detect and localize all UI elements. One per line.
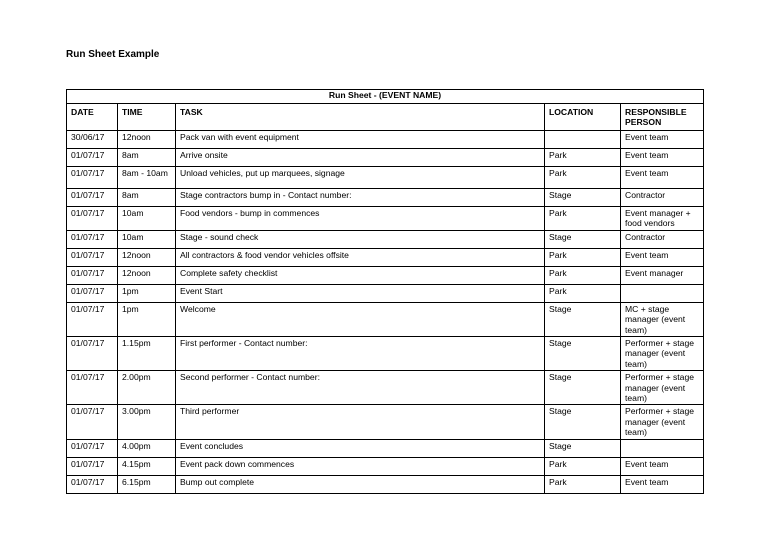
column-header-task: TASK <box>176 104 545 131</box>
task-cell: All contractors & food vendor vehicles offsite <box>176 248 545 266</box>
date-cell: 01/07/17 <box>67 284 118 302</box>
location-cell: Park <box>545 248 621 266</box>
time-cell: 3.00pm <box>118 405 176 439</box>
table-row <box>67 266 704 284</box>
table-row <box>67 405 704 439</box>
column-header-location: LOCATION <box>545 104 621 131</box>
task-cell: Event pack down commences <box>176 457 545 475</box>
location-cell: Stage <box>545 189 621 207</box>
date-cell: 01/07/17 <box>67 405 118 439</box>
location-cell: Stage <box>545 371 621 405</box>
table-row <box>67 284 704 302</box>
location-cell: Stage <box>545 302 621 336</box>
date-cell: 01/07/17 <box>67 457 118 475</box>
task-cell: Stage - sound check <box>176 230 545 248</box>
time-cell: 8am <box>118 149 176 167</box>
location-cell: Park <box>545 457 621 475</box>
time-cell: 12noon <box>118 248 176 266</box>
table-row <box>67 189 704 207</box>
responsible-cell: Event team <box>621 131 704 149</box>
column-header-responsible-person: RESPONSIBLE PERSON <box>621 104 704 131</box>
location-cell: Stage <box>545 230 621 248</box>
responsible-cell: Performer + stage manager (event team) <box>621 371 704 405</box>
time-cell: 1.15pm <box>118 337 176 371</box>
location-cell: Stage <box>545 337 621 371</box>
responsible-cell: Event manager <box>621 266 704 284</box>
time-cell: 10am <box>118 207 176 231</box>
time-cell: 4.15pm <box>118 457 176 475</box>
task-cell: Food vendors - bump in commences <box>176 207 545 231</box>
time-cell: 12noon <box>118 266 176 284</box>
responsible-cell: Event team <box>621 248 704 266</box>
responsible-cell: Event team <box>621 457 704 475</box>
date-cell: 01/07/17 <box>67 337 118 371</box>
time-cell: 4.00pm <box>118 439 176 457</box>
table-row <box>67 337 704 371</box>
responsible-cell: Event team <box>621 167 704 189</box>
location-cell: Park <box>545 207 621 231</box>
location-cell: Park <box>545 284 621 302</box>
table-row <box>67 248 704 266</box>
task-cell: Bump out complete <box>176 475 545 493</box>
responsible-cell <box>621 439 704 457</box>
task-cell: Unload vehicles, put up marquees, signage <box>176 167 545 189</box>
task-cell: Pack van with event equipment <box>176 131 545 149</box>
date-cell: 01/07/17 <box>67 371 118 405</box>
responsible-cell: Event team <box>621 475 704 493</box>
time-cell: 2.00pm <box>118 371 176 405</box>
task-cell: Complete safety checklist <box>176 266 545 284</box>
time-cell: 8am <box>118 189 176 207</box>
responsible-cell: Contractor <box>621 230 704 248</box>
task-cell: Welcome <box>176 302 545 336</box>
table-row <box>67 302 704 336</box>
responsible-cell: MC + stage manager (event team) <box>621 302 704 336</box>
table-row <box>67 207 704 231</box>
location-cell: Park <box>545 266 621 284</box>
time-cell: 10am <box>118 230 176 248</box>
run-sheet-table <box>66 89 704 494</box>
task-cell: Event Start <box>176 284 545 302</box>
location-cell <box>545 131 621 149</box>
time-cell: 8am - 10am <box>118 167 176 189</box>
time-cell: 12noon <box>118 131 176 149</box>
task-cell: Arrive onsite <box>176 149 545 167</box>
date-cell: 01/07/17 <box>67 475 118 493</box>
task-cell: Event concludes <box>176 439 545 457</box>
table-row <box>67 439 704 457</box>
responsible-cell: Contractor <box>621 189 704 207</box>
table-row <box>67 371 704 405</box>
date-cell: 01/07/17 <box>67 149 118 167</box>
date-cell: 01/07/17 <box>67 207 118 231</box>
date-cell: 01/07/17 <box>67 230 118 248</box>
date-cell: 01/07/17 <box>67 248 118 266</box>
task-cell: Second performer - Contact number: <box>176 371 545 405</box>
table-title: Run Sheet - (EVENT NAME) <box>67 90 704 104</box>
date-cell: 01/07/17 <box>67 167 118 189</box>
task-cell: First performer - Contact number: <box>176 337 545 371</box>
table-row <box>67 457 704 475</box>
column-header-date: DATE <box>67 104 118 131</box>
location-cell: Stage <box>545 439 621 457</box>
task-cell: Third performer <box>176 405 545 439</box>
table-title-row <box>67 90 704 104</box>
table-row <box>67 131 704 149</box>
column-header-time: TIME <box>118 104 176 131</box>
table-row <box>67 475 704 493</box>
responsible-cell: Performer + stage manager (event team) <box>621 337 704 371</box>
date-cell: 01/07/17 <box>67 302 118 336</box>
date-cell: 30/06/17 <box>67 131 118 149</box>
time-cell: 1pm <box>118 302 176 336</box>
responsible-cell: Performer + stage manager (event team) <box>621 405 704 439</box>
location-cell: Stage <box>545 405 621 439</box>
location-cell: Park <box>545 167 621 189</box>
responsible-cell: Event manager + food vendors <box>621 207 704 231</box>
table-header-row <box>67 104 704 131</box>
table-row <box>67 149 704 167</box>
location-cell: Park <box>545 149 621 167</box>
table-row <box>67 167 704 189</box>
table-row <box>67 230 704 248</box>
date-cell: 01/07/17 <box>67 439 118 457</box>
date-cell: 01/07/17 <box>67 266 118 284</box>
task-cell: Stage contractors bump in - Contact number: <box>176 189 545 207</box>
document-heading: Run Sheet Example <box>66 49 160 60</box>
responsible-cell <box>621 284 704 302</box>
time-cell: 6.15pm <box>118 475 176 493</box>
time-cell: 1pm <box>118 284 176 302</box>
location-cell: Park <box>545 475 621 493</box>
responsible-cell: Event team <box>621 149 704 167</box>
date-cell: 01/07/17 <box>67 189 118 207</box>
